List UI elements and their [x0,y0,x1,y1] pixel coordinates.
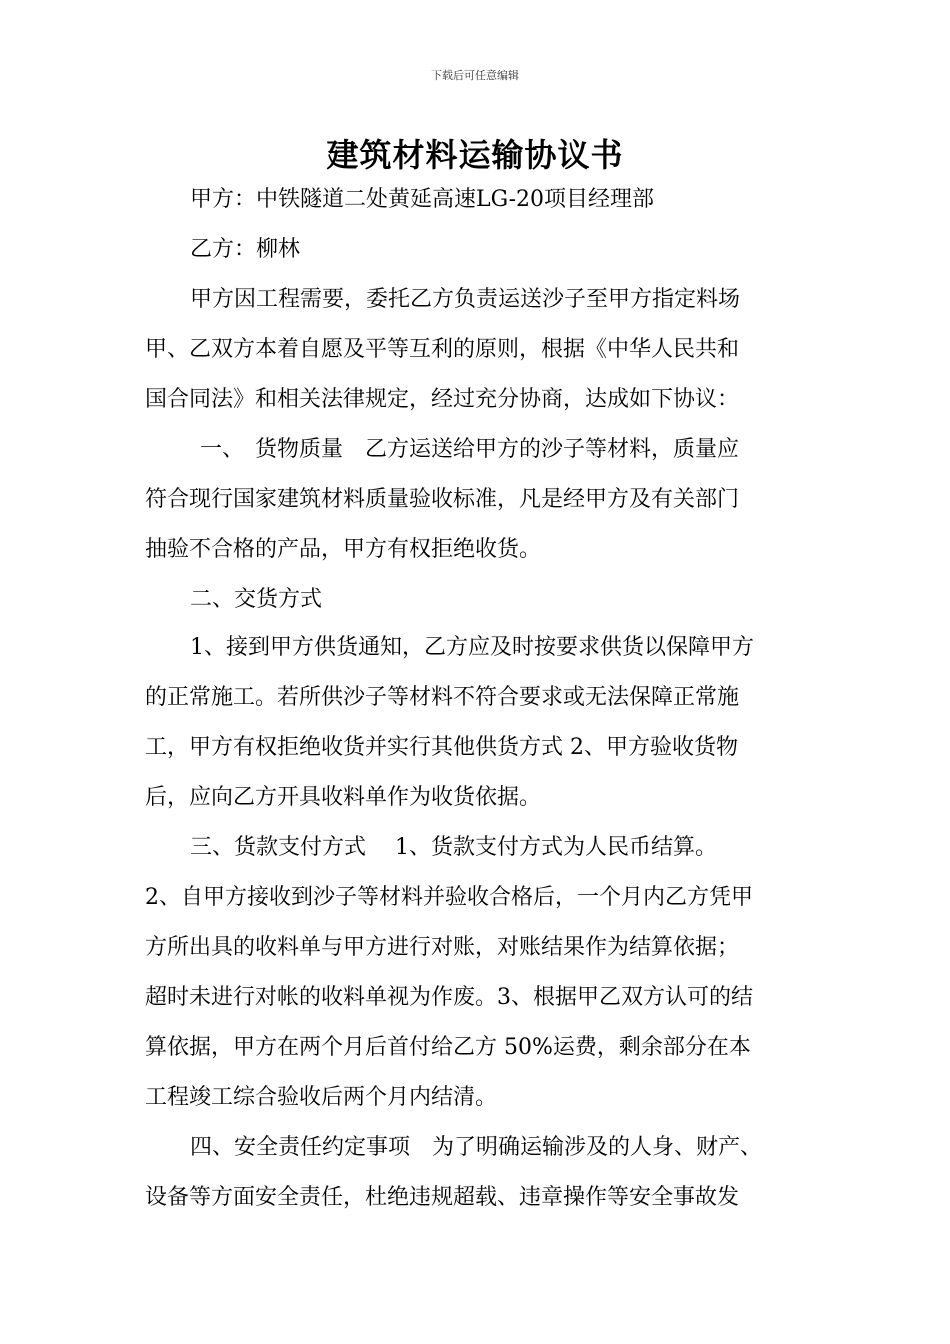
section-heading-line: 三、货款支付方式 1、货款支付方式为人民币结算。 [190,835,717,860]
paragraph-line: 符合现行国家建筑材料质量验收标准，凡是经甲方及有关部门 [145,487,740,512]
party-b-line: 乙方：柳林 [190,237,301,262]
header-note: 下载后可任意编辑 [431,69,519,82]
party-a-line: 甲方：中铁隧道二处黄延高速LG-20项目经理部 [190,187,655,212]
paragraph-line: 国合同法》和相关法律规定，经过充分协商，达成如下协议： [145,387,740,412]
paragraph-line: 算依据，甲方在两个月后首付给乙方 50%运费，剩余部分在本 [145,1035,751,1060]
paragraph-line: 方所出具的收料单与甲方进行对账，对账结果作为结算依据； [145,935,740,960]
paragraph-line: 的正常施工。若所供沙子等材料不符合要求或无法保障正常施 [145,685,740,710]
section-heading-line: 四、安全责任约定事项 为了明确运输涉及的人身、财产、 [190,1135,763,1160]
paragraph-line: 后，应向乙方开具收料单作为收货依据。 [145,785,542,810]
section-heading-line: 二、交货方式 [190,587,323,612]
section-heading-line: 一、 货物质量 乙方运送给甲方的沙子等材料，质量应 [200,437,740,462]
paragraph-line: 工，甲方有权拒绝收货并实行其他供货方式 2、甲方验收货物 [145,735,738,760]
document-title: 建筑材料运输协议书 [326,136,624,174]
paragraph-line: 1、接到甲方供货通知，乙方应及时按要求供货以保障甲方 [190,635,754,660]
paragraph-line: 超时未进行对帐的收料单视为作废。3、根据甲乙双方认可的结 [145,985,753,1010]
paragraph-line: 2、自甲方接收到沙子等材料并验收合格后，一个月内乙方凭甲 [145,885,753,910]
paragraph-line: 设备等方面安全责任，杜绝违规超载、违章操作等安全事故发 [145,1185,740,1210]
paragraph-line: 工程竣工综合验收后两个月内结清。 [145,1085,498,1110]
paragraph-line: 甲、乙双方本着自愿及平等互利的原则，根据《中华人民共和 [145,337,740,362]
paragraph-line: 甲方因工程需要，委托乙方负责运送沙子至甲方指定料场 [190,287,741,312]
paragraph-line: 抽验不合格的产品，甲方有权拒绝收货。 [145,537,542,562]
